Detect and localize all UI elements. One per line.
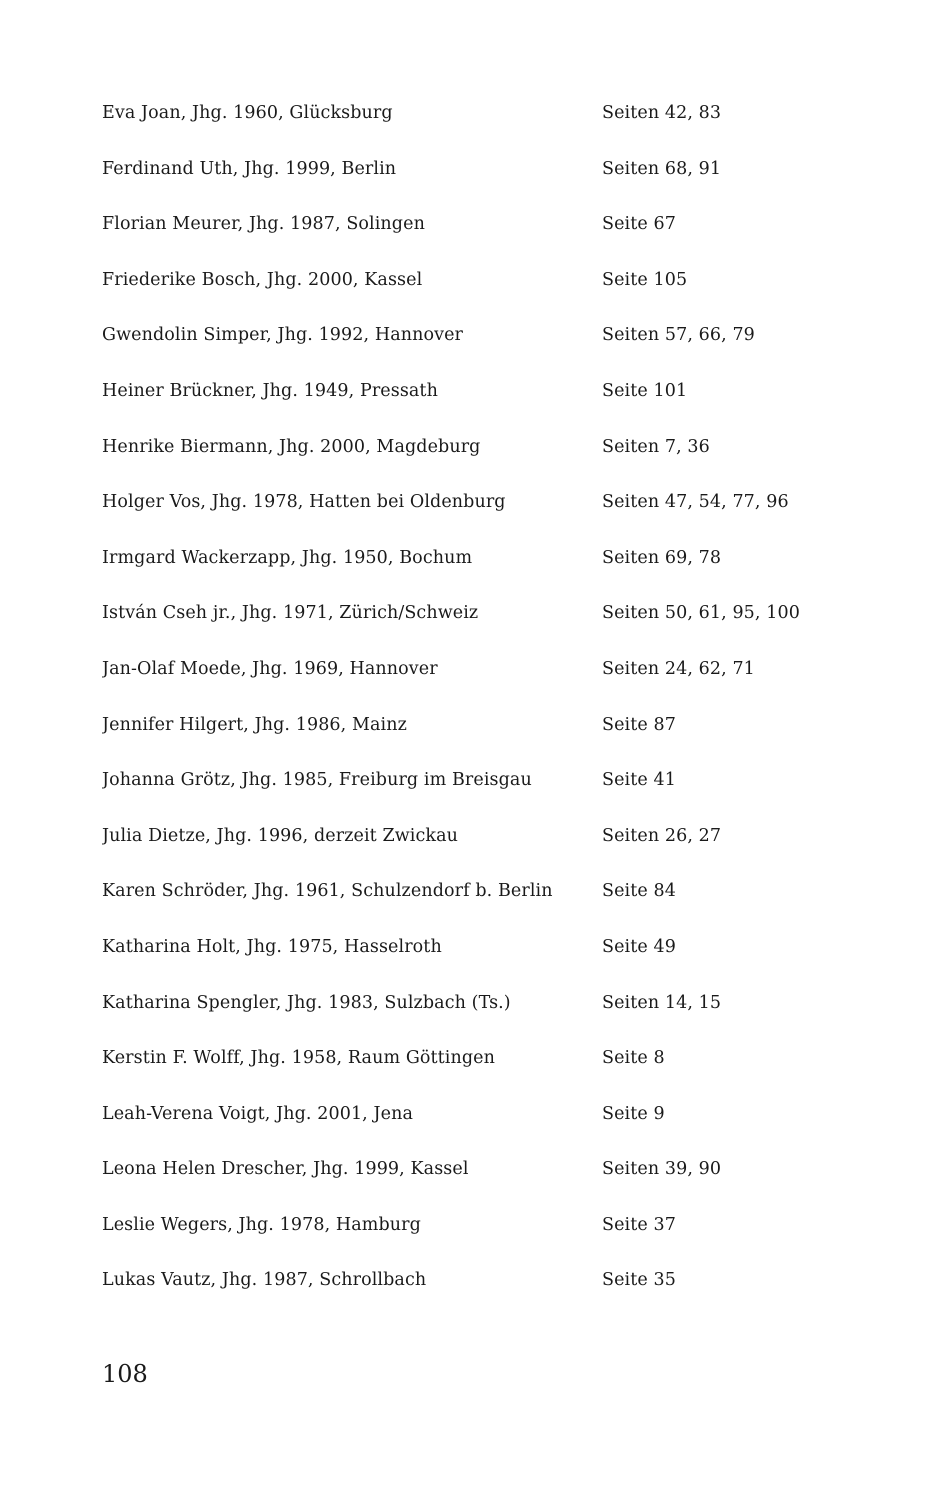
- entry-name: Katharina Holt, Jhg. 1975, Hasselroth: [102, 936, 442, 957]
- entry-pages: Seite 49: [602, 936, 676, 957]
- entry-pages: Seiten 24, 62, 71: [602, 658, 755, 679]
- index-entry: [102, 937, 822, 993]
- entry-pages: Seite 67: [602, 214, 676, 235]
- entry-name: Kerstin F. Wolff, Jhg. 1958, Raum Göttingen: [102, 1048, 495, 1069]
- entry-pages: Seiten 68, 91: [602, 158, 722, 179]
- index-entry: [102, 1270, 822, 1326]
- index-entry: [102, 659, 822, 715]
- entry-name: Henrike Biermann, Jhg. 2000, Magdeburg: [102, 436, 481, 457]
- entry-pages: Seite 41: [602, 770, 676, 791]
- entry-name: Irmgard Wackerzapp, Jhg. 1950, Bochum: [102, 547, 473, 568]
- index-entry: [102, 993, 822, 1049]
- entry-pages: Seiten 69, 78: [602, 547, 722, 568]
- index-entry: [102, 548, 822, 604]
- entry-pages: Seite 84: [602, 881, 676, 902]
- entry-pages: Seite 87: [602, 714, 676, 735]
- entry-pages: Seiten 7, 36: [602, 436, 710, 457]
- index-entry: [102, 214, 822, 270]
- entry-pages: Seiten 14, 15: [602, 992, 722, 1013]
- index-entry: [102, 103, 822, 159]
- entry-pages: Seiten 50, 61, 95, 100: [602, 603, 800, 624]
- entry-name: Julia Dietze, Jhg. 1996, derzeit Zwickau: [102, 825, 459, 846]
- entry-name: Jan-Olaf Moede, Jhg. 1969, Hannover: [102, 658, 438, 679]
- entry-pages: Seite 8: [602, 1048, 665, 1069]
- entry-name: Holger Vos, Jhg. 1978, Hatten bei Oldenburg: [102, 492, 506, 513]
- entry-pages: Seite 105: [602, 269, 688, 290]
- index-entry: [102, 1159, 822, 1215]
- entry-pages: Seiten 47, 54, 77, 96: [602, 492, 789, 513]
- entry-name: Jennifer Hilgert, Jhg. 1986, Mainz: [102, 714, 407, 735]
- entry-pages: Seiten 39, 90: [602, 1159, 722, 1180]
- entry-name: Gwendolin Simper, Jhg. 1992, Hannover: [102, 325, 464, 346]
- entry-pages: Seite 9: [602, 1103, 665, 1124]
- entry-pages: Seiten 26, 27: [602, 825, 722, 846]
- entry-name: Eva Joan, Jhg. 1960, Glücksburg: [102, 103, 393, 123]
- index-entry: [102, 1215, 822, 1271]
- index-entry: [102, 325, 822, 381]
- entry-pages: Seite 101: [602, 380, 688, 401]
- index-entry: [102, 881, 822, 937]
- entry-name: Katharina Spengler, Jhg. 1983, Sulzbach (Ts.): [102, 992, 511, 1013]
- entry-name: Florian Meurer, Jhg. 1987, Solingen: [102, 214, 425, 235]
- index-entry: [102, 270, 822, 326]
- page-number: 108: [102, 1360, 148, 1388]
- index-entry: [102, 437, 822, 493]
- entry-name: Friederike Bosch, Jhg. 2000, Kassel: [102, 269, 423, 290]
- index-entry: [102, 1104, 822, 1160]
- entry-pages: Seite 35: [602, 1270, 676, 1291]
- index-entry: [102, 159, 822, 215]
- entry-name: Lukas Vautz, Jhg. 1987, Schrollbach: [102, 1270, 427, 1291]
- entry-pages: Seite 37: [602, 1214, 676, 1235]
- entry-name: Ferdinand Uth, Jhg. 1999, Berlin: [102, 158, 397, 179]
- entry-name: Leona Helen Drescher, Jhg. 1999, Kassel: [102, 1159, 469, 1180]
- index-entry: [102, 715, 822, 771]
- index-entry: [102, 1048, 822, 1104]
- entry-name: Leah-Verena Voigt, Jhg. 2001, Jena: [102, 1103, 413, 1124]
- index-entry: [102, 492, 822, 548]
- entry-name: Karen Schröder, Jhg. 1961, Schulzendorf b. Berlin: [102, 881, 553, 902]
- entry-name: István Cseh jr., Jhg. 1971, Zürich/Schweiz: [102, 603, 479, 624]
- index-entry: [102, 826, 822, 882]
- entry-name: Heiner Brückner, Jhg. 1949, Pressath: [102, 380, 438, 401]
- entry-name: Johanna Grötz, Jhg. 1985, Freiburg im Breisgau: [102, 770, 532, 791]
- entry-pages: Seiten 57, 66, 79: [602, 325, 755, 346]
- entry-pages: Seiten 42, 83: [602, 103, 722, 123]
- entry-name: Leslie Wegers, Jhg. 1978, Hamburg: [102, 1214, 421, 1235]
- author-index-list: [102, 103, 822, 1326]
- index-entry: [102, 381, 822, 437]
- index-entry: [102, 603, 822, 659]
- index-entry: [102, 770, 822, 826]
